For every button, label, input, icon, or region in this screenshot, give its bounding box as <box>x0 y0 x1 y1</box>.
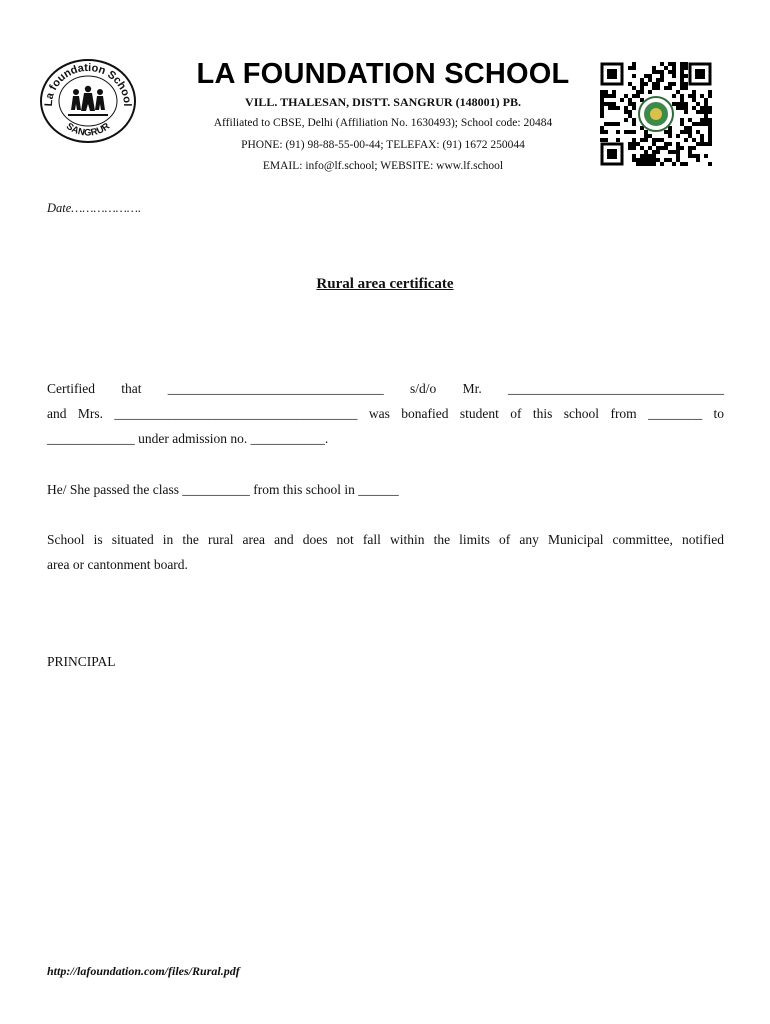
body-line: School is situated in the rural area and does not fall within the limits of any Municipal committee, notified <box>47 532 724 547</box>
body-line: Certified that ________________________________ s/d/o Mr. ________________________________ <box>47 381 724 396</box>
body-line: He/ She passed the class __________ from this school in ______ <box>47 482 399 497</box>
certificate-title: Rural area certificate <box>316 276 454 292</box>
body-line: _____________ under admission no. ___________. <box>47 431 329 446</box>
principal-signature-label: PRINCIPAL <box>47 654 116 669</box>
svg-text:SANGRUR: SANGRUR <box>64 120 112 139</box>
qr-code-icon <box>600 62 712 166</box>
rural-statement <box>47 527 724 577</box>
children-figures-icon <box>68 86 108 116</box>
school-logo <box>38 58 138 144</box>
date-field: Date………………. <box>47 201 142 215</box>
certificate-body <box>47 376 724 451</box>
school-name: LA FOUNDATION SCHOOL <box>196 58 570 90</box>
school-address: VILL. THALESAN, DISTT. SANGRUR (148001) PB. <box>245 95 521 109</box>
affiliation-line: Affiliated to CBSE, Delhi (Affiliation No. 1630493); School code: 20484 <box>213 117 553 129</box>
body-line: area or cantonment board. <box>47 557 188 572</box>
svg-text:La foundation School: La foundation School <box>42 61 134 107</box>
email-line: EMAIL: info@lf.school; WEBSITE: www.lf.school <box>262 160 504 172</box>
body-line: and Mrs. ____________________________________ was bonafied student of this school from ________ to <box>47 406 724 421</box>
class-passed-text <box>47 477 724 502</box>
footer-url: http://lafoundation.com/files/Rural.pdf <box>47 964 240 978</box>
phone-line: PHONE: (91) 98-88-55-00-44; TELEFAX: (91) 1672 250044 <box>241 139 525 151</box>
